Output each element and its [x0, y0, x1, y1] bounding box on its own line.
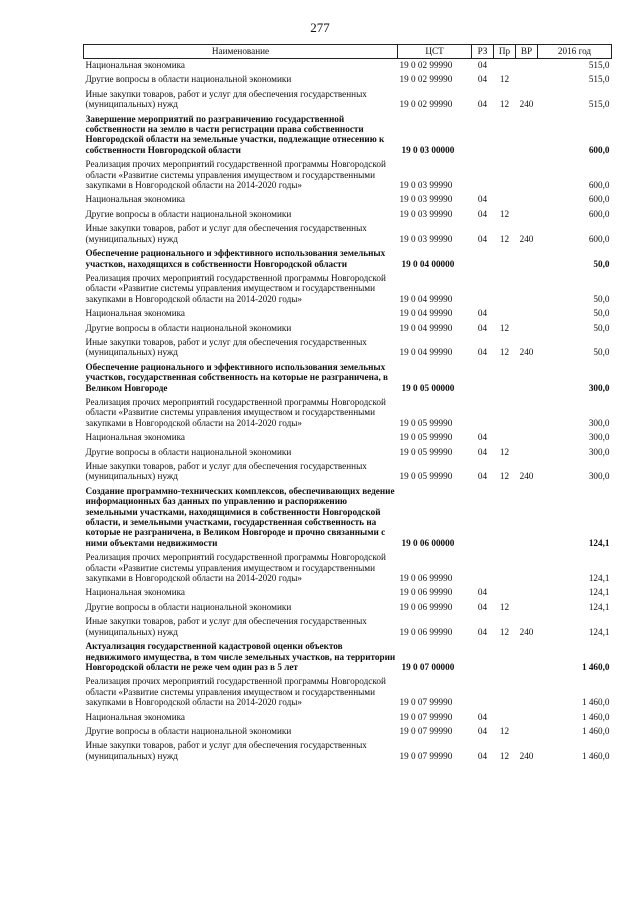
table-row	[84, 307, 612, 321]
cell-rz: 04	[477, 711, 488, 722]
table-row	[84, 725, 612, 739]
cell-cst: 19 0 03 99990	[399, 180, 453, 191]
cell-rz	[472, 247, 494, 272]
cell-sum: 1 460,0	[581, 697, 610, 708]
cell-cst: 19 0 02 99990	[399, 99, 453, 110]
cell-vr	[516, 551, 538, 586]
cell-rz	[472, 675, 494, 710]
cell-pr: 12	[499, 99, 510, 110]
table-row-section	[84, 485, 612, 551]
cell-sum: 300,0	[588, 417, 610, 428]
cell-name: Иные закупки товаров, работ и услуг для обеспечения государственных (муниципальных) нужд	[85, 223, 367, 244]
cell-pr	[494, 551, 516, 586]
cell-sum: 1 460,0	[581, 725, 610, 736]
cell-rz	[472, 361, 494, 396]
table-row	[84, 551, 612, 586]
cell-name: Другие вопросы в области национальной экономики	[85, 208, 292, 219]
cell-name: Реализация прочих мероприятий государственной программы Новгородской области «Развитие системы управления имуществом и государственными закупками в Новгородской области на 2014-2020 годы»	[85, 396, 386, 428]
cell-pr	[494, 586, 516, 600]
cell-vr	[516, 307, 538, 321]
cell-sum: 50,0	[593, 322, 610, 333]
cell-sum: 1 460,0	[581, 711, 610, 722]
cell-rz: 04	[477, 194, 488, 205]
cell-cst: 19 0 03 99990	[399, 194, 453, 205]
cell-name: Другие вопросы в области национальной экономики	[85, 446, 292, 457]
cell-sum: 600,0	[588, 180, 610, 191]
cell-sum: 1 460,0	[581, 750, 610, 761]
cell-sum: 50,0	[593, 258, 610, 269]
cell-cst: 19 0 06 99990	[399, 626, 453, 637]
cell-sum: 50,0	[593, 347, 610, 358]
cell-vr	[516, 640, 538, 675]
cell-rz: 04	[477, 74, 488, 85]
table-row	[84, 711, 612, 725]
cell-rz: 04	[477, 99, 488, 110]
cell-rz: 04	[477, 626, 488, 637]
cell-name: Национальная экономика	[85, 194, 186, 205]
cell-name: Реализация прочих мероприятий государственной программы Новгородской области «Развитие системы управления имуществом и государственными закупками в Новгородской области на 2014-2020 годы»	[85, 159, 386, 191]
cell-vr: 240	[519, 750, 534, 761]
cell-pr: 12	[499, 322, 510, 333]
cell-name: Создание программно-технических комплексов, обеспечивающих ведение информационных баз данных по управлению и распоряжению земельными участками, находящимися в собственности Новгородской области, и земельными участками, государственная собственность на которые не разграничена, в Великом Новгороде и прочно связанными с ними объектами недвижимости	[85, 485, 395, 548]
cell-vr	[516, 711, 538, 725]
header-year: 2016 год	[538, 45, 612, 59]
cell-pr: 12	[499, 626, 510, 637]
table-row	[84, 322, 612, 336]
cell-sum: 600,0	[588, 144, 610, 155]
cell-rz: 04	[477, 446, 488, 457]
table-row	[84, 336, 612, 361]
table-row	[84, 193, 612, 207]
cell-pr	[494, 59, 516, 74]
cell-pr: 12	[499, 725, 510, 736]
cell-cst: 19 0 04 99990	[399, 293, 453, 304]
table-row	[84, 431, 612, 445]
cell-vr	[516, 322, 538, 336]
cell-rz: 04	[477, 208, 488, 219]
cell-cst: 19 0 06 99990	[399, 587, 453, 598]
cell-sum: 124,1	[588, 601, 610, 612]
cell-rz	[472, 396, 494, 431]
cell-name: Актуализация государственной кадастровой оценки объектов недвижимого имущества, в том числе земельных участков, на территории Новгородской области не реже чем один раз в 5 лет	[85, 641, 396, 672]
cell-name: Другие вопросы в области национальной экономики	[85, 322, 292, 333]
header-pr: Пр	[494, 45, 516, 59]
cell-name: Национальная экономика	[85, 60, 186, 70]
cell-rz	[472, 551, 494, 586]
cell-pr	[494, 675, 516, 710]
cell-pr	[494, 247, 516, 272]
cell-cst: 19 0 07 99990	[399, 725, 453, 736]
cell-cst: 19 0 06 99990	[399, 601, 453, 612]
cell-name: Национальная экономика	[85, 711, 186, 722]
table-row	[84, 615, 612, 640]
cell-pr	[494, 396, 516, 431]
cell-vr	[516, 193, 538, 207]
cell-pr	[494, 361, 516, 396]
cell-vr	[516, 396, 538, 431]
cell-vr	[516, 73, 538, 87]
table-row	[84, 586, 612, 600]
cell-name: Национальная экономика	[85, 587, 186, 598]
cell-name: Другие вопросы в области национальной экономики	[85, 725, 292, 736]
cell-sum: 300,0	[588, 382, 610, 393]
cell-name: Другие вопросы в области национальной экономики	[85, 601, 292, 612]
cell-sum: 515,0	[588, 74, 610, 85]
cell-pr	[494, 113, 516, 159]
cell-rz	[472, 158, 494, 193]
cell-sum: 1 460,0	[581, 661, 610, 672]
table-row	[84, 601, 612, 615]
cell-pr	[494, 307, 516, 321]
cell-sum: 600,0	[588, 233, 610, 244]
table-row	[84, 272, 612, 307]
cell-pr: 12	[499, 750, 510, 761]
cell-cst: 19 0 04 99990	[399, 308, 453, 319]
cell-cst: 19 0 03 99990	[399, 208, 453, 219]
cell-pr: 12	[499, 347, 510, 358]
cell-rz: 04	[477, 471, 488, 482]
cell-cst: 19 0 03 99990	[399, 233, 453, 244]
cell-sum: 124,1	[588, 626, 610, 637]
table-row	[84, 88, 612, 113]
table-row	[84, 158, 612, 193]
table-row	[84, 73, 612, 87]
cell-rz: 04	[477, 322, 488, 333]
cell-cst: 19 0 06 99990	[399, 573, 453, 584]
cell-vr	[516, 247, 538, 272]
cell-sum: 600,0	[588, 194, 610, 205]
cell-name: Национальная экономика	[85, 432, 186, 443]
cell-name: Реализация прочих мероприятий государственной программы Новгородской области «Развитие системы управления имуществом и государственными закупками в Новгородской области на 2014-2020 годы»	[85, 552, 386, 584]
cell-sum: 50,0	[593, 293, 610, 304]
table-row	[84, 739, 612, 764]
cell-rz	[472, 640, 494, 675]
cell-cst: 19 0 05 00000	[401, 382, 455, 393]
cell-vr	[516, 361, 538, 396]
cell-pr	[494, 272, 516, 307]
cell-pr: 12	[499, 74, 510, 85]
cell-pr: 12	[499, 208, 510, 219]
cell-name: Реализация прочих мероприятий государственной программы Новгородской области «Развитие системы управления имуществом и государственными закупками в Новгородской области на 2014-2020 годы»	[85, 676, 386, 708]
cell-sum: 300,0	[588, 446, 610, 457]
cell-vr	[516, 446, 538, 460]
table-header-row	[84, 45, 612, 59]
table-row	[84, 460, 612, 485]
cell-rz	[472, 485, 494, 551]
cell-cst: 19 0 07 99990	[399, 697, 453, 708]
cell-cst: 19 0 05 99990	[399, 432, 453, 443]
cell-vr	[516, 601, 538, 615]
cell-cst: 19 0 05 99990	[399, 446, 453, 457]
cell-name: Другие вопросы в области национальной экономики	[85, 74, 292, 85]
cell-cst: 19 0 02 99990	[399, 60, 453, 70]
header-rz: РЗ	[472, 45, 494, 59]
table-row	[84, 59, 612, 74]
cell-rz: 04	[477, 233, 488, 244]
cell-sum: 515,0	[588, 99, 610, 110]
cell-vr	[516, 675, 538, 710]
table-row	[84, 208, 612, 222]
cell-pr: 12	[499, 471, 510, 482]
cell-cst: 19 0 05 99990	[399, 471, 453, 482]
cell-pr	[494, 431, 516, 445]
cell-name: Реализация прочих мероприятий государственной программы Новгородской области «Развитие системы управления имуществом и государственными закупками в Новгородской области на 2014-2020 годы»	[85, 272, 386, 304]
cell-rz: 04	[477, 725, 488, 736]
cell-cst: 19 0 07 99990	[399, 711, 453, 722]
table-row-section	[84, 113, 612, 159]
cell-rz	[472, 272, 494, 307]
cell-rz: 04	[477, 601, 488, 612]
cell-cst: 19 0 05 99990	[399, 417, 453, 428]
table-row	[84, 446, 612, 460]
table-row-section	[84, 640, 612, 675]
cell-name: Иные закупки товаров, работ и услуг для обеспечения государственных (муниципальных) нужд	[85, 740, 367, 761]
cell-vr: 240	[519, 471, 534, 482]
cell-cst: 19 0 06 00000	[401, 537, 455, 548]
cell-vr	[516, 485, 538, 551]
budget-table	[83, 44, 612, 764]
cell-pr: 12	[499, 446, 510, 457]
cell-name: Иные закупки товаров, работ и услуг для обеспечения государственных (муниципальных) нужд	[85, 88, 367, 110]
cell-sum: 600,0	[588, 208, 610, 219]
cell-sum: 50,0	[593, 308, 610, 319]
cell-sum: 124,1	[588, 573, 610, 584]
cell-vr	[516, 586, 538, 600]
cell-name: Иные закупки товаров, работ и услуг для обеспечения государственных (муниципальных) нужд	[85, 616, 367, 637]
header-name: Наименование	[84, 45, 398, 59]
cell-vr: 240	[519, 99, 534, 110]
cell-cst: 19 0 07 00000	[401, 661, 455, 672]
table-row	[84, 222, 612, 247]
cell-rz: 04	[477, 60, 488, 70]
cell-cst: 19 0 02 99990	[399, 74, 453, 85]
cell-name: Обеспечение рационального и эффективного использования земельных участков, находящихся в собственности Новгородской области	[85, 248, 386, 269]
cell-vr	[516, 113, 538, 159]
table-row	[84, 675, 612, 710]
cell-vr	[516, 158, 538, 193]
cell-sum: 300,0	[588, 471, 610, 482]
cell-name: Иные закупки товаров, работ и услуг для обеспечения государственных (муниципальных) нужд	[85, 461, 367, 482]
header-cst: ЦСТ	[398, 45, 472, 59]
cell-sum: 515,0	[588, 60, 610, 70]
cell-name: Завершение мероприятий по разграничению государственной собственности на землю в части регистрации права собственности Новгородской области на земельные участки, подлежащие отнесению к собственности Новгородской области	[85, 113, 385, 155]
cell-vr: 240	[519, 347, 534, 358]
cell-cst: 19 0 04 00000	[401, 258, 455, 269]
cell-rz	[472, 113, 494, 159]
cell-vr	[516, 272, 538, 307]
cell-cst: 19 0 07 99990	[399, 750, 453, 761]
cell-cst: 19 0 04 99990	[399, 322, 453, 333]
page-number: 277	[310, 20, 330, 35]
cell-pr	[494, 193, 516, 207]
cell-vr	[516, 59, 538, 74]
cell-vr: 240	[519, 233, 534, 244]
cell-vr	[516, 725, 538, 739]
cell-rz: 04	[477, 750, 488, 761]
cell-pr: 12	[499, 233, 510, 244]
table-row-section	[84, 361, 612, 396]
cell-name: Обеспечение рационального и эффективного использования земельных участков, государственная собственность на которые не разграничена, в Великом Новгороде	[85, 361, 389, 393]
cell-pr	[494, 711, 516, 725]
cell-sum: 124,1	[588, 537, 610, 548]
cell-vr	[516, 431, 538, 445]
cell-pr	[494, 640, 516, 675]
cell-vr	[516, 208, 538, 222]
cell-pr: 12	[499, 601, 510, 612]
cell-rz: 04	[477, 347, 488, 358]
cell-rz: 04	[477, 432, 488, 443]
table-body	[84, 59, 612, 765]
cell-vr: 240	[519, 626, 534, 637]
cell-name: Иные закупки товаров, работ и услуг для обеспечения государственных (муниципальных) нужд	[85, 336, 367, 358]
cell-cst: 19 0 04 99990	[399, 347, 453, 358]
cell-rz: 04	[477, 308, 488, 319]
table-row-section	[84, 247, 612, 272]
cell-rz: 04	[477, 587, 488, 598]
table-row	[84, 396, 612, 431]
cell-pr	[494, 485, 516, 551]
cell-cst: 19 0 03 00000	[401, 144, 455, 155]
cell-name: Национальная экономика	[85, 308, 186, 319]
cell-sum: 124,1	[588, 587, 610, 598]
cell-pr	[494, 158, 516, 193]
header-vr: ВР	[516, 45, 538, 59]
cell-sum: 300,0	[588, 432, 610, 443]
